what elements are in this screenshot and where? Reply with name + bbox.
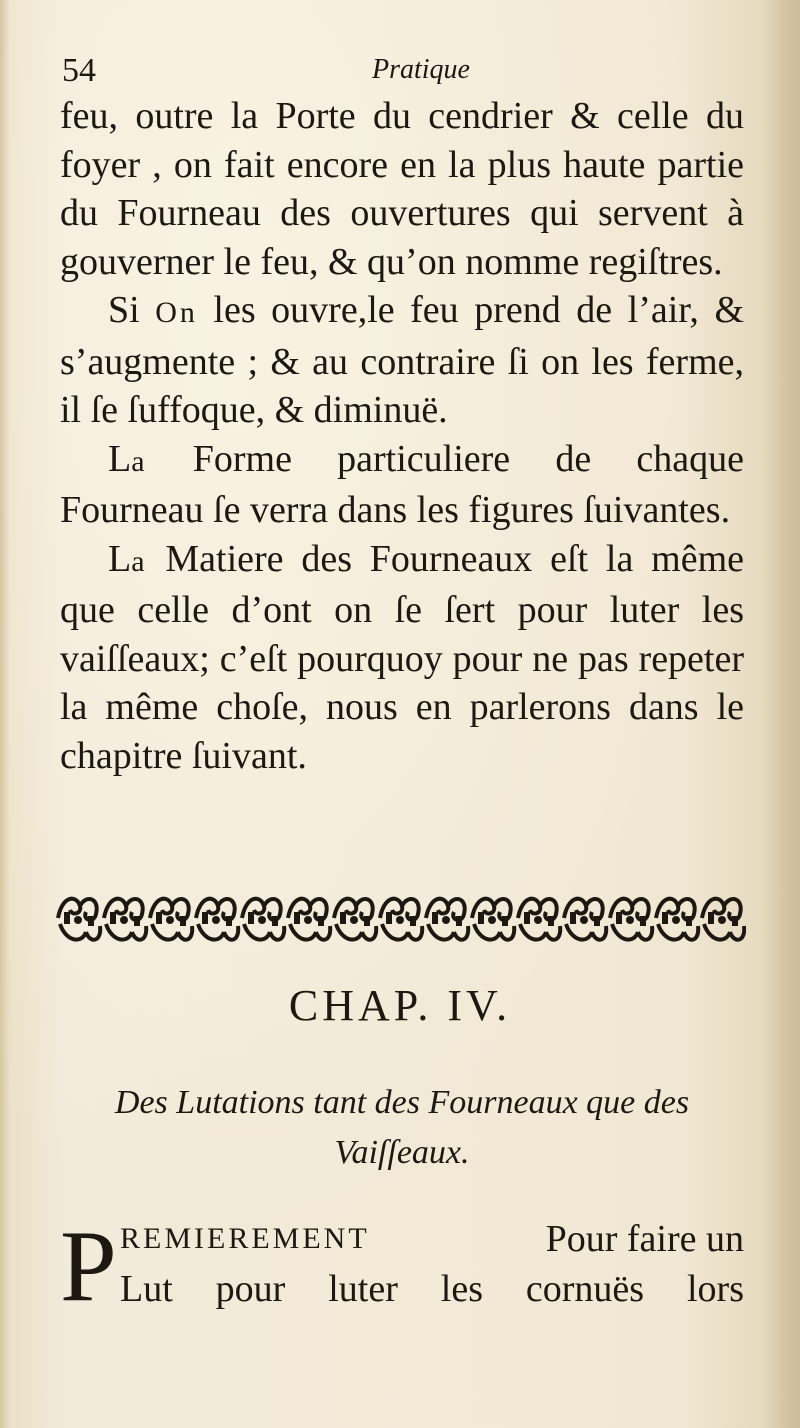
paragraph-4-lead: L — [108, 537, 132, 580]
paragraph-3-text: Forme particuliere de chaque Fourneau ſe verra dans les figures ſuivantes. — [60, 437, 744, 531]
opening-paragraph — [60, 1210, 744, 1325]
opening-line-1 — [120, 1215, 744, 1263]
opening-line-2: Lut pour luter les cornuës lors — [120, 1268, 744, 1310]
paragraph-3 — [60, 435, 744, 535]
paragraph-1: feu, outre la Porte du cendrier & celle du foyer , on fait encore en la plus haute partie du Fourneau des ouvertures qui servent à gouverner le feu, & qu’on nomme regiſtres. — [60, 95, 744, 283]
paragraph-2-text: les ouvre,le feu prend de l’air, & s’augmente ; & au contraire ſi on les ferme, il ſe ſuffoque, & diminuë. — [60, 289, 745, 431]
page-number: 54 — [62, 52, 96, 89]
paragraph-2-lead: Si — [108, 289, 156, 331]
paragraph-3-smallcaps: a — [131, 444, 148, 478]
fleuron-ornament-icon — [56, 890, 746, 946]
ornamental-band — [56, 890, 746, 946]
opening-smallcaps: REMIEREMENT — [120, 1222, 370, 1255]
paragraph-4-smallcaps: a — [131, 544, 148, 578]
running-title: Pratique — [372, 54, 470, 85]
chapter-subtitle: Des Lutations tant des Fourneaux que des Vaiſſeaux. — [114, 1084, 690, 1171]
drop-cap: P — [60, 1210, 117, 1323]
paragraph-2-smallcaps: On — [155, 296, 198, 329]
paragraph-2 — [60, 286, 744, 435]
paragraph-4 — [60, 535, 744, 781]
chapter-title: CHAP. IV. — [288, 981, 512, 1030]
page-edge-shadow-right — [762, 0, 800, 1428]
body-text — [60, 92, 744, 780]
opening-line-1-text: Pour faire un — [545, 1218, 744, 1260]
page-header — [62, 52, 742, 96]
paragraph-4-text: Matiere des Fourneaux eſt la même que celle d’ont on ſe ſert pour luter les vaiſſeaux; c’eſt pourquoy pour ne pas repeter la même choſe, nous en parlerons dans le chapitre ſuivant. — [60, 537, 744, 777]
page-edge-shadow-left — [0, 0, 10, 1428]
paragraph-3-lead: L — [108, 437, 132, 480]
